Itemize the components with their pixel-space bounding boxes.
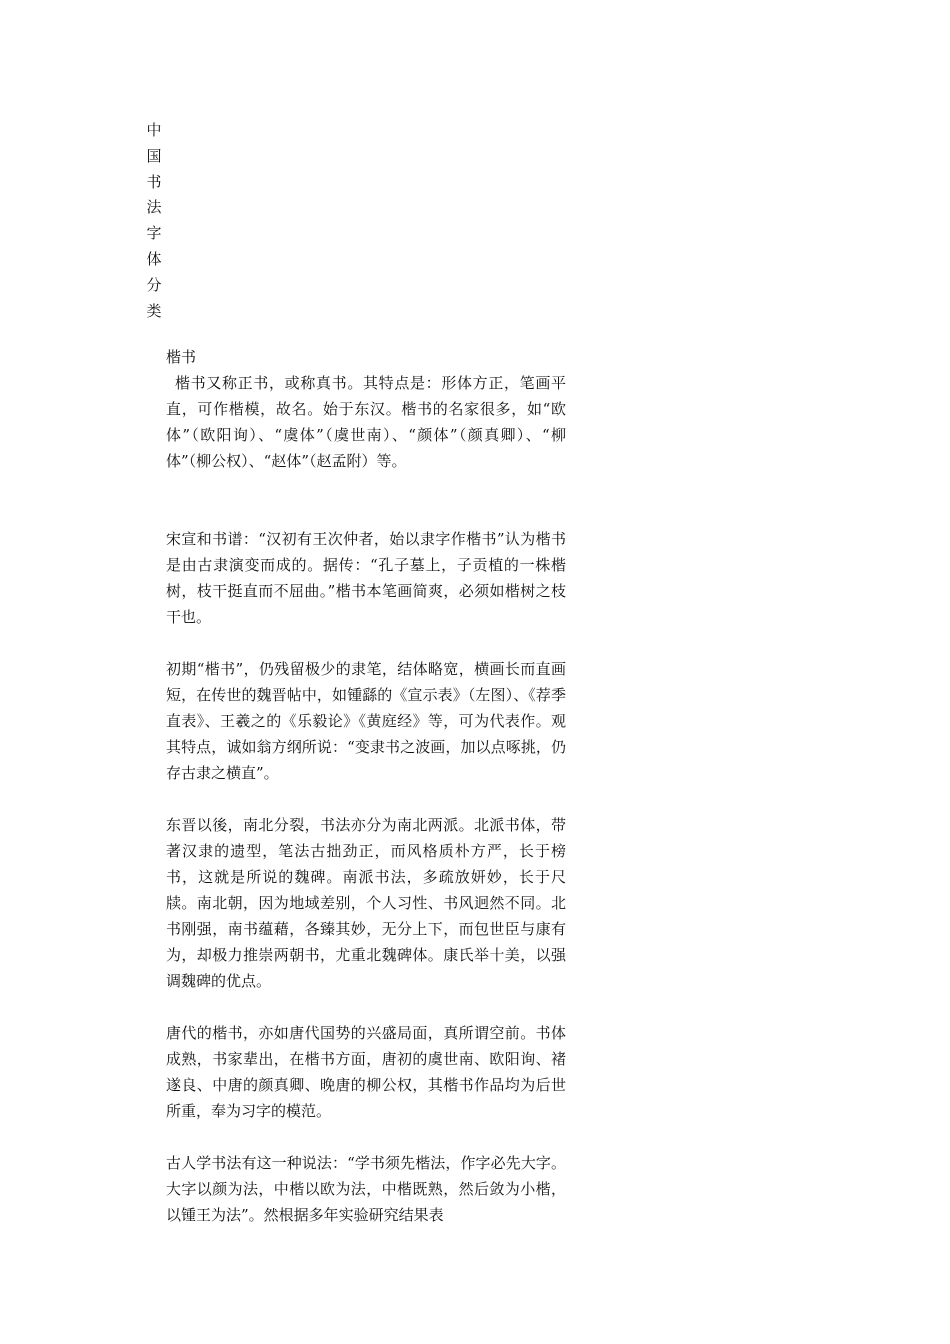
paragraph: 古人学书法有这一种说法：“学书须先楷法，作字必先大字。大字以颜为法，中楷以欧为法，中楷既熟，然后敛为小楷，以锺王为法”。然根据多年实验研究结果表 (166, 1154, 566, 1224)
spacer (166, 1124, 566, 1150)
title-char: 分 (146, 275, 162, 294)
paragraph: 宋宣和书谱：“汉初有王次仲者，始以隶字作楷书”认为楷书是由古隶演变而成的。据传：“孔子墓上，子贡植的一株楷树，枝干挺直而不屈曲。”楷书本笔画简爽，必须如楷树之枝干也。 (166, 530, 566, 626)
spacer (166, 474, 566, 526)
article-body (166, 344, 566, 1228)
spacer (166, 994, 566, 1020)
title-char: 中 (146, 121, 162, 139)
title-char: 书 (146, 172, 162, 191)
spacer (166, 630, 566, 656)
title-char: 国 (146, 146, 162, 165)
vertical-title (144, 118, 164, 324)
section-heading: 楷书 (166, 348, 197, 366)
title-char: 字 (146, 224, 162, 243)
paragraph: 楷书又称正书，或称真书。其特点是：形体方正，笔画平直，可作楷模，故名。始于东汉。楷书的名家很多，如“欧体”（欧阳询）、“虞体”（虞世南）、“颜体”（颜真卿）、“柳体”（柳公权）、“赵体”（赵孟附）等。 (166, 374, 566, 470)
paragraph: 唐代的楷书，亦如唐代国势的兴盛局面，真所谓空前。书体成熟，书家辈出，在楷书方面，唐初的虞世南、欧阳询、褚遂良、中唐的颜真卿、晚唐的柳公权，其楷书作品均为后世所重，奉为习字的模范。 (166, 1024, 566, 1120)
paragraph: 东晋以後，南北分裂，书法亦分为南北两派。北派书体，带著汉隶的遗型，笔法古拙劲正，而风格质朴方严，长于榜书，这就是所说的魏碑。南派书法，多疏放妍妙，长于尺牍。南北朝，因为地域差别，个人习性、书风迥然不同。北书刚强，南书蕴藉，各臻其妙，无分上下，而包世臣与康有为，却极力推崇两朝书，尤重北魏碑体。康氏举十美，以强调魏碑的优点。 (166, 816, 566, 990)
title-char: 体 (146, 249, 162, 268)
spacer (166, 786, 566, 812)
paragraph: 初期“楷书”，仍残留极少的隶笔，结体略宽，横画长而直画短，在传世的魏晋帖中，如锺繇的《宣示表》（左图）、《荐季直表》、王羲之的《乐毅论》《黄庭经》等，可为代表作。观其特点，诚如翁方纲所说：“变隶书之波画，加以点啄挑，仍存古隶之横直”。 (166, 660, 566, 782)
title-char: 法 (146, 198, 162, 217)
title-char: 类 (146, 301, 162, 320)
